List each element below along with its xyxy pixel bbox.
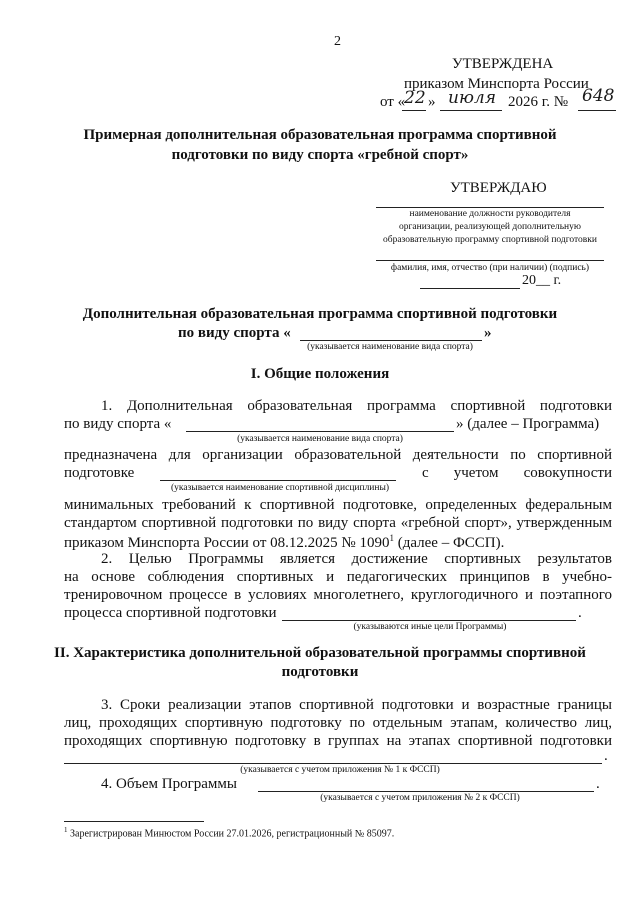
day-underline — [402, 110, 426, 111]
section2-heading-line2: подготовки — [281, 664, 359, 680]
program-title-line2-start: по виду спорта « — [178, 325, 291, 341]
month-underline — [440, 110, 502, 111]
footnote-text: Зарегистрирован Минюстом России 27.01.2026, регистрационный № 85097. — [67, 828, 395, 840]
approval-from: от « — [380, 94, 406, 110]
p1-line2-start: по виду спорта « — [64, 416, 172, 432]
p4-start: 4. Объем Программы — [101, 776, 237, 792]
approval-order: приказом Минспорта России — [404, 76, 589, 92]
approval-day-close: » — [428, 94, 436, 110]
approval-year: 2026 г. № — [508, 94, 569, 110]
p2-line4-start: процесса спортивной подготовки — [64, 605, 277, 621]
p3-line — [64, 763, 602, 764]
approval-title: УТВЕРЖДЕНА — [452, 56, 554, 72]
p1-line7-text: приказом Минспорта России от 08.12.2025 № 1090 — [64, 535, 390, 551]
p4-hint: (указывается с учетом приложения № 2 к ФССП) — [320, 793, 520, 803]
program-sport-line — [300, 340, 482, 341]
p1-line7-end: (далее – ФССП). — [393, 535, 505, 551]
program-title-line1: Дополнительная образовательная программа спортивной подготовки — [82, 306, 558, 322]
position-hint-1: наименование должности руководителя — [409, 209, 571, 219]
position-hint-2: организации, реализующей дополнительную — [399, 222, 581, 232]
p1-line4-start: подготовке — [64, 465, 135, 481]
doc-title-line2: подготовки по виду спорта «гребной спорт» — [171, 147, 469, 163]
footnote-ref: 1 — [389, 533, 394, 543]
p1-discipline-line — [160, 480, 396, 481]
handwritten-day: 22 — [404, 88, 426, 108]
number-underline — [578, 110, 616, 111]
p1-line4-mid: с учетом совокупности — [422, 465, 612, 481]
fio-line — [376, 260, 604, 261]
date-tail: 20__ г. — [522, 273, 562, 288]
p4-end: . — [596, 776, 600, 792]
p1-line1: 1. Дополнительная образовательная программа спортивной подготовки — [101, 398, 612, 414]
section1-heading: I. Общие положения — [250, 366, 390, 382]
program-sport-hint: (указывается наименование вида спорта) — [307, 342, 473, 352]
section2-heading-line1: II. Характеристика дополнительной образовательной программы спортивной — [54, 645, 586, 661]
p1-line2-end: » (далее – Программа) — [456, 416, 600, 432]
fio-hint: фамилия, имя, отчество (при наличии) (подпись) — [390, 263, 590, 273]
p2-line3: тренировочном процессе в условиях многолетнего, круглогодичного и поэтапного — [64, 587, 612, 603]
approve-title: УТВЕРЖДАЮ — [450, 180, 547, 196]
p2-line1: 2. Целью Программы является достижение спортивных результатов — [101, 551, 612, 567]
doc-title-line1: Примерная дополнительная образовательная программа спортивной — [83, 127, 557, 143]
footnote — [64, 826, 394, 839]
p2-goals-line — [282, 620, 576, 621]
page-number: 2 — [334, 34, 341, 49]
p3-hint: (указывается с учетом приложения № 1 к ФССП) — [240, 765, 440, 775]
p1-sport-hint: (указывается наименование вида спорта) — [237, 434, 403, 444]
position-hint-3: образовательную программу спортивной подготовки — [382, 235, 597, 245]
footnote-separator — [64, 821, 204, 822]
p2-line4-end: . — [578, 605, 582, 621]
p1-discipline-hint: (указывается наименование спортивной дисциплины) — [170, 483, 390, 493]
p2-goals-hint: (указываются иные цели Программы) — [353, 622, 507, 632]
program-title-line2-end: » — [484, 325, 492, 341]
handwritten-number: 648 — [582, 86, 615, 106]
p2-line2: на основе соблюдения спортивных и педагогических принципов в учебно- — [64, 569, 612, 585]
p3-line2: лиц, проходящих спортивную подготовку по отдельным этапам, количество лиц, — [64, 715, 612, 731]
p1-line6: стандартом спортивной подготовки по виду спорта «гребной спорт», утвержденным — [64, 515, 612, 531]
p3-line1: 3. Сроки реализации этапов спортивной подготовки и возрастные границы — [101, 697, 612, 713]
p3-end: . — [604, 748, 608, 764]
p3-line3: проходящих спортивную подготовку в группах на этапах спортивной подготовки — [64, 733, 612, 749]
date-line — [420, 288, 520, 289]
position-line — [376, 207, 604, 208]
p1-line7 — [64, 533, 504, 552]
p1-line3: предназначена для организации образовательной деятельности по спортивной — [64, 447, 612, 463]
p1-sport-line — [186, 431, 454, 432]
footnote-mark: 1 — [64, 826, 68, 834]
p1-line5: минимальных требований к спортивной подготовке, определенных федеральным — [64, 497, 612, 513]
p4-line — [258, 791, 594, 792]
handwritten-month: июля — [448, 88, 496, 108]
